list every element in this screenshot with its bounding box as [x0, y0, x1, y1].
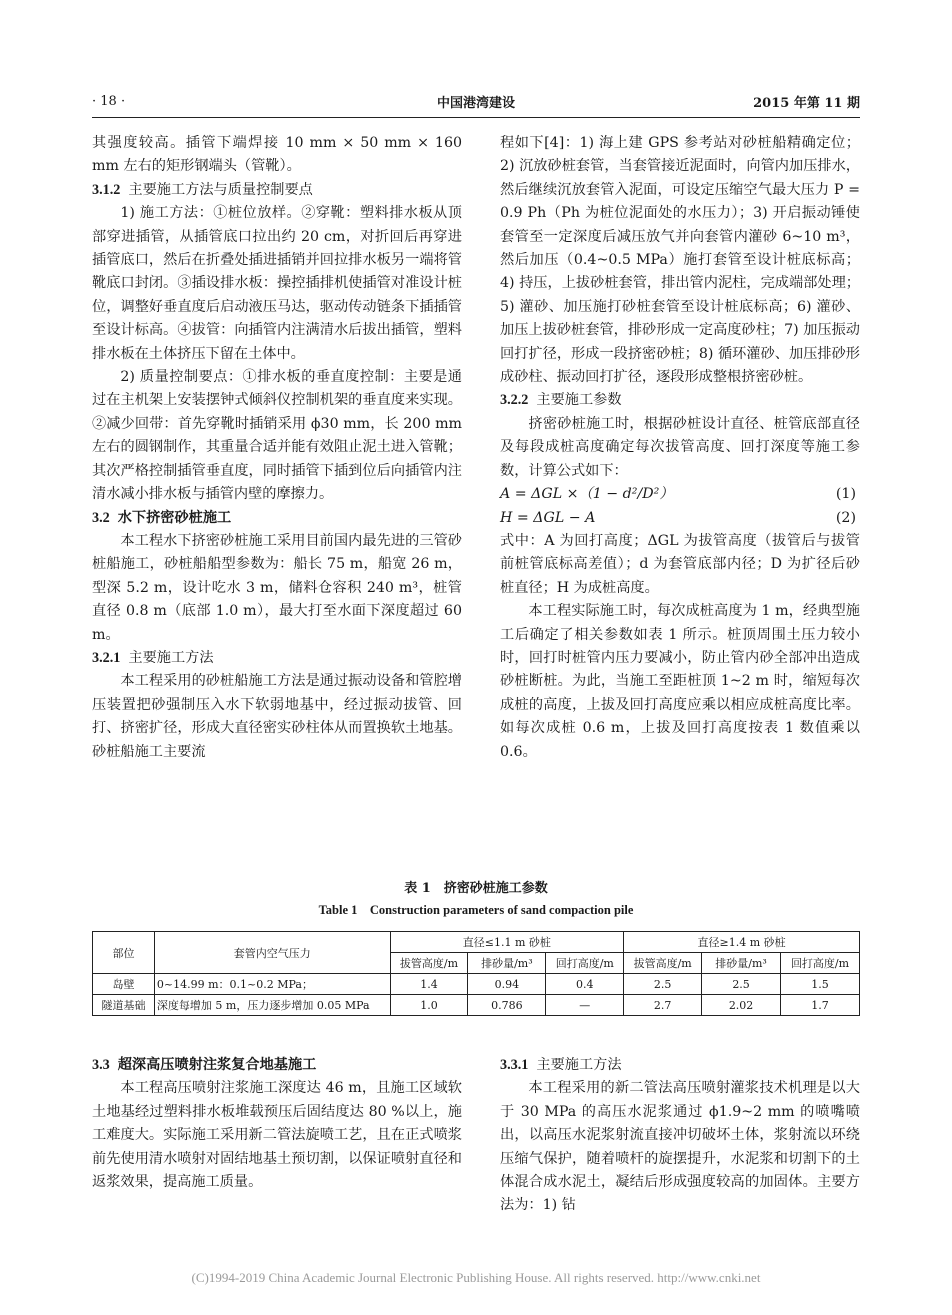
issue-label: 2015 年第 11 期: [753, 96, 860, 111]
table-row: 隧道基础 深度每增加 5 m，压力逐步增加 0.05 MPa 1.0 0.786 — 2.7 2.02 1.7: [93, 995, 860, 1016]
header-pressure: 套管内空气压力: [154, 932, 390, 974]
copyright-footer: (C)1994-2019 China Academic Journal Electronic Publishing House. All rights reserved. http://www.cnki.net: [191, 1270, 761, 1285]
table-1: [92, 931, 860, 1016]
subheader: 排砂量/m³: [702, 953, 781, 974]
subheader: 拔管高度/m: [624, 953, 702, 974]
subheader: 排砂量/m³: [468, 953, 546, 974]
equation-number: (2): [835, 509, 856, 526]
section-heading-3-2-1: 3.2.1 主要施工方法: [92, 649, 214, 666]
equation-1: A = ΔGL ×（1 − d²/D²） (1): [500, 483, 860, 506]
paragraph: 程如下[4]：1) 海上建 GPS 参考站对砂桩船精确定位；2) 沉放砂桩套管，当套管接近泥面时，向管内加压排水，然后继续沉放套管入泥面，可设定压缩空气最大压力 P = 0.9 Ph（Ph 为桩位泥面处的水压力）；3) 开启振动锤使套管至一定深度后减压放气并向套管内灌砂 6~10 m³，然后加压（0.4~0.5 MPa）施打套管至设计桩底标高；4) 持压，上拔砂桩套管，排出管内泥柱，完成端部处理；5) 灌砂、加压施打砂桩套管至设计桩底标高；6) 灌砂、加压上拔砂桩套管，排砂形成一定高度砂柱；7) 加压振动回打扩径，形成一段挤密砂桩；8) 循环灌砂、加压排砂形成砂柱、振动回打扩径，逐段形成整根挤密砂桩。: [500, 135, 860, 386]
journal-title: 中国港湾建设: [436, 96, 515, 111]
subheader: 回打高度/m: [781, 953, 860, 974]
paragraph: 2) 质量控制要点：①排水板的垂直度控制：主要是通过在主机架上安装摆钟式倾斜仪控制机架的垂直度来实现。②减少回带：首先穿靴时插销采用 ϕ30 mm，长 200 mm 左右的圆钢制作，其重量合适并能有效阻止泥土进入管靴；其次严格控制插管垂直度，同时插管下插到位后向插管内注清水减小排水板与插管内壁的摩擦力。: [92, 369, 462, 503]
section-heading-3-2-2: 3.2.2 主要施工参数: [500, 392, 622, 409]
paragraph: 式中：A 为回打高度；ΔGL 为拔管高度（拔管后与拔管前桩管底标高差值）；d 为套管底部内径；D 为扩径后砂桩直径；H 为成桩高度。: [500, 532, 860, 596]
paragraph: 本工程水下挤密砂桩施工采用目前国内最先进的三管砂桩船施工，砂桩船船型参数为：船长 75 m，船宽 26 m，型深 5.2 m，设计吃水 3 m，储料仓容积 240 m³，桩管直径 0.8 m（底部 1.0 m），最大打至水面下深度超过 60 m。: [92, 532, 462, 643]
section-heading-3-2: 3.2 水下挤密砂桩施工: [92, 509, 232, 526]
right-column-bottom: [500, 1054, 860, 1218]
subheader: 回打高度/m: [546, 953, 624, 974]
paragraph: 本工程实际施工时，每次成桩高度为 1 m，经典型施工后确定了相关参数如表 1 所示。桩顶周围土压力较小时，回打时桩管内压力要减小，防止管内砂全部冲出造成砂桩断桩。为此，当施工至距桩顶 1~2 m 时，缩短每次成桩的高度，上拔及回打高度应乘以相应成桩高度比率。如每次成桩 0.6 m，上拔及回打高度按表 1 数值乘以 0.6。: [500, 603, 860, 760]
paragraph: 1) 施工方法：①桩位放样。②穿靴：塑料排水板从顶部穿进插管，从插管底口拉出约 20 cm，对折回后再穿进插管底口，然后在折叠处插进插销并回拉排水板另一端将管靴底口封闭。③插设排水板：操控插排机使插管对准设计桩位，调整好垂直度后启动液压马达，驱动传动链条下插插管至设计标高。④拔管：向插管内注满清水后拔出插管，塑料排水板在土体挤压下留在土体中。: [92, 205, 462, 362]
header-group-small: 直径≤1.1 m 砂桩: [390, 932, 624, 953]
page-header: [92, 92, 860, 114]
left-column-bottom: [92, 1054, 462, 1194]
page-number: · 18 ·: [92, 94, 126, 109]
table-caption-en: Table 1 Construction parameters of sand compaction pile: [318, 903, 634, 917]
section-heading-3-1-2: 3.1.2 主要施工方法与质量控制要点: [92, 181, 313, 198]
left-column-top: [92, 132, 462, 764]
header-part: 部位: [93, 932, 155, 974]
table-caption-cn: 表 1 挤密砂桩施工参数: [404, 881, 548, 896]
equation-2: H = ΔGL − A (2): [500, 507, 860, 530]
equation-number: (1): [835, 486, 856, 503]
paragraph: 本工程采用的砂桩船施工方法是通过振动设备和管腔增压装置把砂强制压入水下软弱地基中，经过振动拔管、回打、挤密扩径，形成大直径密实砂柱体从而置换软土地基。砂桩船施工主要流: [92, 673, 462, 760]
section-heading-3-3: 3.3 超深高压喷射注浆复合地基施工: [92, 1057, 317, 1073]
right-column-top: [500, 132, 860, 764]
subheader: 拔管高度/m: [390, 953, 468, 974]
header-rule: [92, 117, 860, 118]
table-row: 岛壁 0~14.99 m：0.1~0.2 MPa； 1.4 0.94 0.4 2.5 2.5 1.5: [93, 974, 860, 995]
paragraph: 其强度较高。插管下端焊接 10 mm × 50 mm × 160 mm 左右的矩形钢端头（管靴）。: [92, 135, 462, 175]
paragraph: 本工程高压喷射注浆施工深度达 46 m，且施工区域软土地基经过塑料排水板堆载预压后固结度达 80 %以上，施工难度大。实际施工采用新二管法旋喷工艺，且在正式喷浆前先使用清水喷射对固结地基土预切割，以保证喷射直径和返浆效果，提高施工质量。: [92, 1080, 462, 1191]
paragraph: 挤密砂桩施工时，根据砂桩设计直径、桩管底部直径及每段成桩高度确定每次拔管高度、回打深度等施工参数，计算公式如下：: [500, 415, 860, 479]
paragraph: 本工程采用的新二管法高压喷射灌浆技术机理是以大于 30 MPa 的高压水泥浆通过 ϕ1.9~2 mm 的喷嘴喷出，以高压水泥浆射流直接冲切破坏土体，浆射流以环绕压缩气保护，随着喷杆的旋摆提升，水泥浆和切割下的土体混合成水泥土，凝结后形成强度较高的加固体。主要方法为：1) 钻: [500, 1080, 860, 1214]
header-group-large: 直径≥1.4 m 砂桩: [624, 932, 860, 953]
section-heading-3-3-1: 3.3.1 主要施工方法: [500, 1057, 622, 1073]
